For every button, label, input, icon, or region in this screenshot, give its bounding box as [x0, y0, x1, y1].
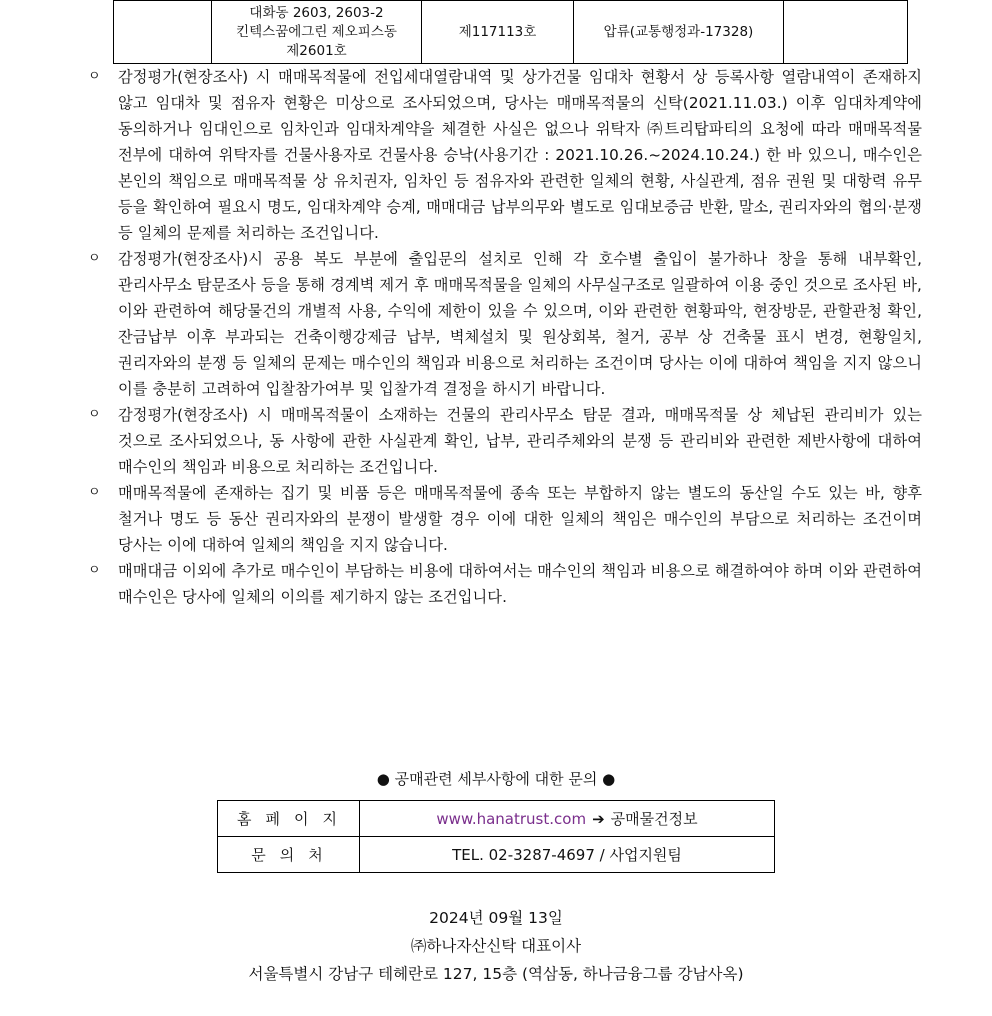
- contact-section-title: ● 공매관련 세부사항에 대한 문의 ●: [376, 770, 616, 788]
- bullet-icon: ㅇ: [88, 563, 101, 578]
- property-table-fragment: [113, 0, 908, 64]
- conditions-list: [88, 64, 922, 610]
- list-item: [88, 558, 922, 610]
- table-cell-seizure: 압류(교통행정과-17328): [574, 1, 784, 64]
- list-item-text: 매매대금 이외에 추가로 매수인이 부담하는 비용에 대하여서는 매수인의 책임과 비용으로 해결하여야 하며 이와 관련하여 매수인은 당사에 일체의 이의를 제기하지 않는 조건입니다.: [118, 562, 922, 606]
- list-item-text: 매매목적물에 존재하는 집기 및 비품 등은 매매목적물에 종속 또는 부합하지 않는 별도의 동산일 수도 있는 바, 향후 철거나 명도 등 동산 권리자와의 분쟁이 발생할 경우 이에 대한 일체의 책임은 매수인의 부담으로 처리하는 조건이며 당사는 이에 대하여 일체의 책임을 지지 않습니다.: [118, 484, 922, 554]
- homepage-link[interactable]: www.hanatrust.com: [436, 810, 587, 828]
- document-footer: [0, 904, 992, 988]
- table-cell-address: [212, 1, 422, 64]
- list-item: [88, 246, 922, 402]
- table-cell-empty: [114, 1, 212, 64]
- company-address: 서울특별시 강남구 테헤란로 127, 15층 (역삼동, 하나금융그룹 강남사옥): [248, 965, 744, 983]
- table-row: [114, 1, 908, 64]
- list-item-text: 감정평가(현장조사) 시 매매목적물에 전입세대열람내역 및 상가건물 임대차 현황서 상 등록사항 열람내역이 존재하지 않고 임대차 및 점유자 현황은 미상으로 조사되었으며, 당사는 매매목적물의 신탁(2021.11.03.) 이후 임대차계약에 동의하거나 임대인으로 임차인과 임대차계약을 체결한 사실은 없으나 위탁자 ㈜트리탑파티의 요청에 따라 매매목적물 전부에 대하여 위탁자를 건물사용자로 건물사용 승낙(사용기간 : 2021.10.26.~2024.10.24.) 한 바 있으니, 매수인은 본인의 책임으로 매매목적물 상 유치권자, 임차인 등 점유자와 관련한 일체의 현황, 사실관계, 점유 권원 및 대항력 유무 등을 확인하여 필요시 명도, 임대차계약 승계, 매매대금 납부의무와 별도로 임대보증금 반환, 말소, 권리자와의 협의·분쟁 등 일체의 문제를 처리하는 조건입니다.: [118, 68, 922, 242]
- bullet-icon: ㅇ: [88, 69, 101, 84]
- table-cell-registration: 제117113호: [422, 1, 574, 64]
- bullet-icon: ㅇ: [88, 251, 101, 266]
- inquiry-value: TEL. 02-3287-4697 / 사업지원팀: [360, 837, 775, 873]
- table-row: [218, 801, 775, 837]
- homepage-label: 홈페이지: [218, 801, 360, 837]
- homepage-suffix: 공매물건정보: [610, 810, 698, 828]
- list-item: [88, 402, 922, 480]
- list-item: [88, 64, 922, 246]
- homepage-cell: [360, 801, 775, 837]
- address-line: 킨텍스꿈에그린 제오피스동: [236, 23, 397, 40]
- bullet-icon: ㅇ: [88, 485, 101, 500]
- document-date: 2024년 09월 13일: [429, 909, 563, 927]
- list-item-text: 감정평가(현장조사) 시 매매목적물이 소재하는 건물의 관리사무소 탐문 결과, 매매목적물 상 체납된 관리비가 있는 것으로 조사되었으나, 동 사항에 관한 사실관계 확인, 납부, 관리주체와의 분쟁 등 관리비와 관련한 제반사항에 대하여 매수인의 책임과 비용으로 처리하는 조건입니다.: [118, 406, 922, 476]
- table-cell-empty: [784, 1, 908, 64]
- bullet-icon: ㅇ: [88, 407, 101, 422]
- list-item: [88, 480, 922, 558]
- list-item-text: 감정평가(현장조사)시 공용 복도 부분에 출입문의 설치로 인해 각 호수별 출입이 불가하나 창을 통해 내부확인, 관리사무소 탐문조사 등을 통해 경계벽 제거 후 매매목적물을 일체의 사무실구조로 일괄하여 이용 중인 것으로 조사된 바, 이와 관련하여 해당물건의 개별적 사용, 수익에 제한이 있을 수 있으며, 이와 관련한 현황파악, 현장방문, 관할관청 확인, 잔금납부 이후 부과되는 건축이행강제금 납부, 벽체설치 및 원상회복, 철거, 공부 상 건축물 표시 변경, 현황일치, 권리자와의 분쟁 등 일체의 문제는 매수인의 책임과 비용으로 처리하는 조건이며 당사는 이에 대하여 책임을 지지 않으니 이를 충분히 고려하여 입찰참가여부 및 입찰가격 결정을 하시기 바랍니다.: [118, 250, 922, 398]
- right-arrow-icon: ➔: [592, 810, 605, 828]
- address-line: 제2601호: [286, 42, 347, 59]
- table-row: [218, 837, 775, 873]
- inquiry-label: 문의처: [218, 837, 360, 873]
- contact-table: [217, 800, 775, 873]
- address-line: 대화동 2603, 2603-2: [249, 4, 384, 21]
- company-signature: ㈜하나자산신탁 대표이사: [410, 937, 582, 955]
